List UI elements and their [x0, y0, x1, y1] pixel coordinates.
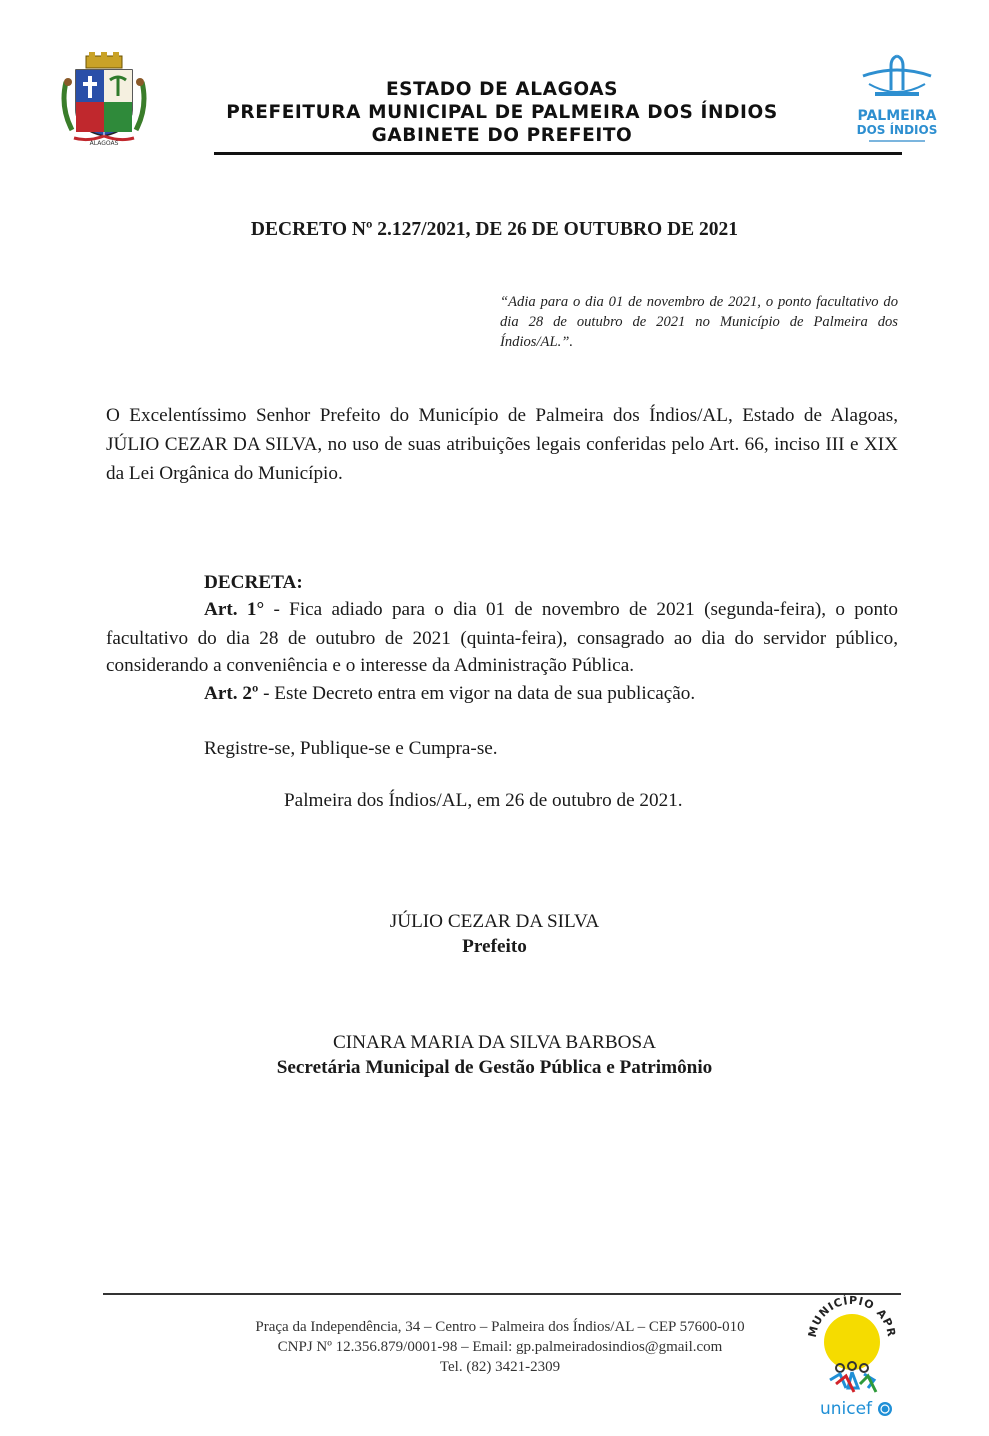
- seal-arc-text: MUNICÍPIO APR: [806, 1293, 898, 1339]
- decree-ementa: “Adia para o dia 01 de novembro de 2021, o ponto facultativo do dia 28 de outubro de 2021 no Município de Palmeira dos Índios/AL.”.: [500, 294, 898, 350]
- article-1-label: Art. 1°: [204, 599, 265, 620]
- registre-publique: Registre-se, Publique-se e Cumpra-se.: [204, 738, 498, 759]
- mayor-name: JÚLIO CEZAR DA SILVA: [389, 911, 600, 932]
- article-1-text: - Fica adiado para o dia 01 de novembro de 2021 (segunda-feira), o ponto: [264, 599, 898, 620]
- decreta-heading: DECRETA:: [204, 572, 303, 593]
- header-city-hall: PREFEITURA MUNICIPAL DE PALMEIRA DOS ÍNDIOS: [226, 102, 778, 123]
- palmeira-city-logo: [855, 50, 939, 150]
- unicef-approved-seal: [806, 1288, 898, 1424]
- footer-phone: Tel. (82) 3421-2309: [439, 1359, 561, 1375]
- decree-preamble: O Excelentíssimo Senhor Prefeito do Município de Palmeira dos Índios/AL, Estado de Alagoas, JÚLIO CEZAR DA SILVA, no uso de suas atribuições legais conferidas pelo Art. 66, inciso III e XIX da Lei Orgânica do Município.: [106, 405, 898, 484]
- article-2-label: Art. 2º: [204, 683, 259, 704]
- coat-of-arms-logo: [58, 52, 150, 147]
- header-cabinet: GABINETE DO PREFEITO: [371, 125, 633, 146]
- unicef-wordmark: unicef: [819, 1399, 873, 1419]
- mayor-role: Prefeito: [462, 936, 527, 957]
- article-2-text: - Este Decreto entra em vigor na data de sua publicação.: [258, 683, 696, 704]
- place-date: Palmeira dos Índios/AL, em 26 de outubro de 2021.: [284, 790, 683, 811]
- header-rule: [214, 152, 902, 155]
- footer-contact: CNPJ Nº 12.356.879/0001-98 – Email: gp.palmeiradosindios@gmail.com: [277, 1339, 723, 1355]
- city-logo-text-1: PALMEIRA: [857, 108, 937, 124]
- coat-of-arms-text: ALAGOAS: [89, 140, 119, 147]
- city-logo-text-2: DOS ÍNDIOS: [856, 123, 938, 137]
- article-2: [204, 680, 695, 708]
- footer-rule: [103, 1293, 901, 1295]
- article-1-first-line: [204, 596, 898, 624]
- article-1-continuation: facultativo do dia 28 de outubro de 2021 (quinta-feira), consagrado ao dia do servidor público, considerando a conveniência e o interesse da Administração Pública.: [106, 628, 898, 676]
- secretary-name: CINARA MARIA DA SILVA BARBOSA: [332, 1032, 657, 1053]
- footer-address: Praça da Independência, 34 – Centro – Palmeira dos Índios/AL – CEP 57600-010: [255, 1319, 745, 1335]
- secretary-role: Secretária Municipal de Gestão Pública e Patrimônio: [276, 1057, 713, 1078]
- decree-title: DECRETO Nº 2.127/2021, DE 26 DE OUTUBRO DE 2021: [250, 219, 739, 240]
- header-state: ESTADO DE ALAGOAS: [385, 79, 619, 100]
